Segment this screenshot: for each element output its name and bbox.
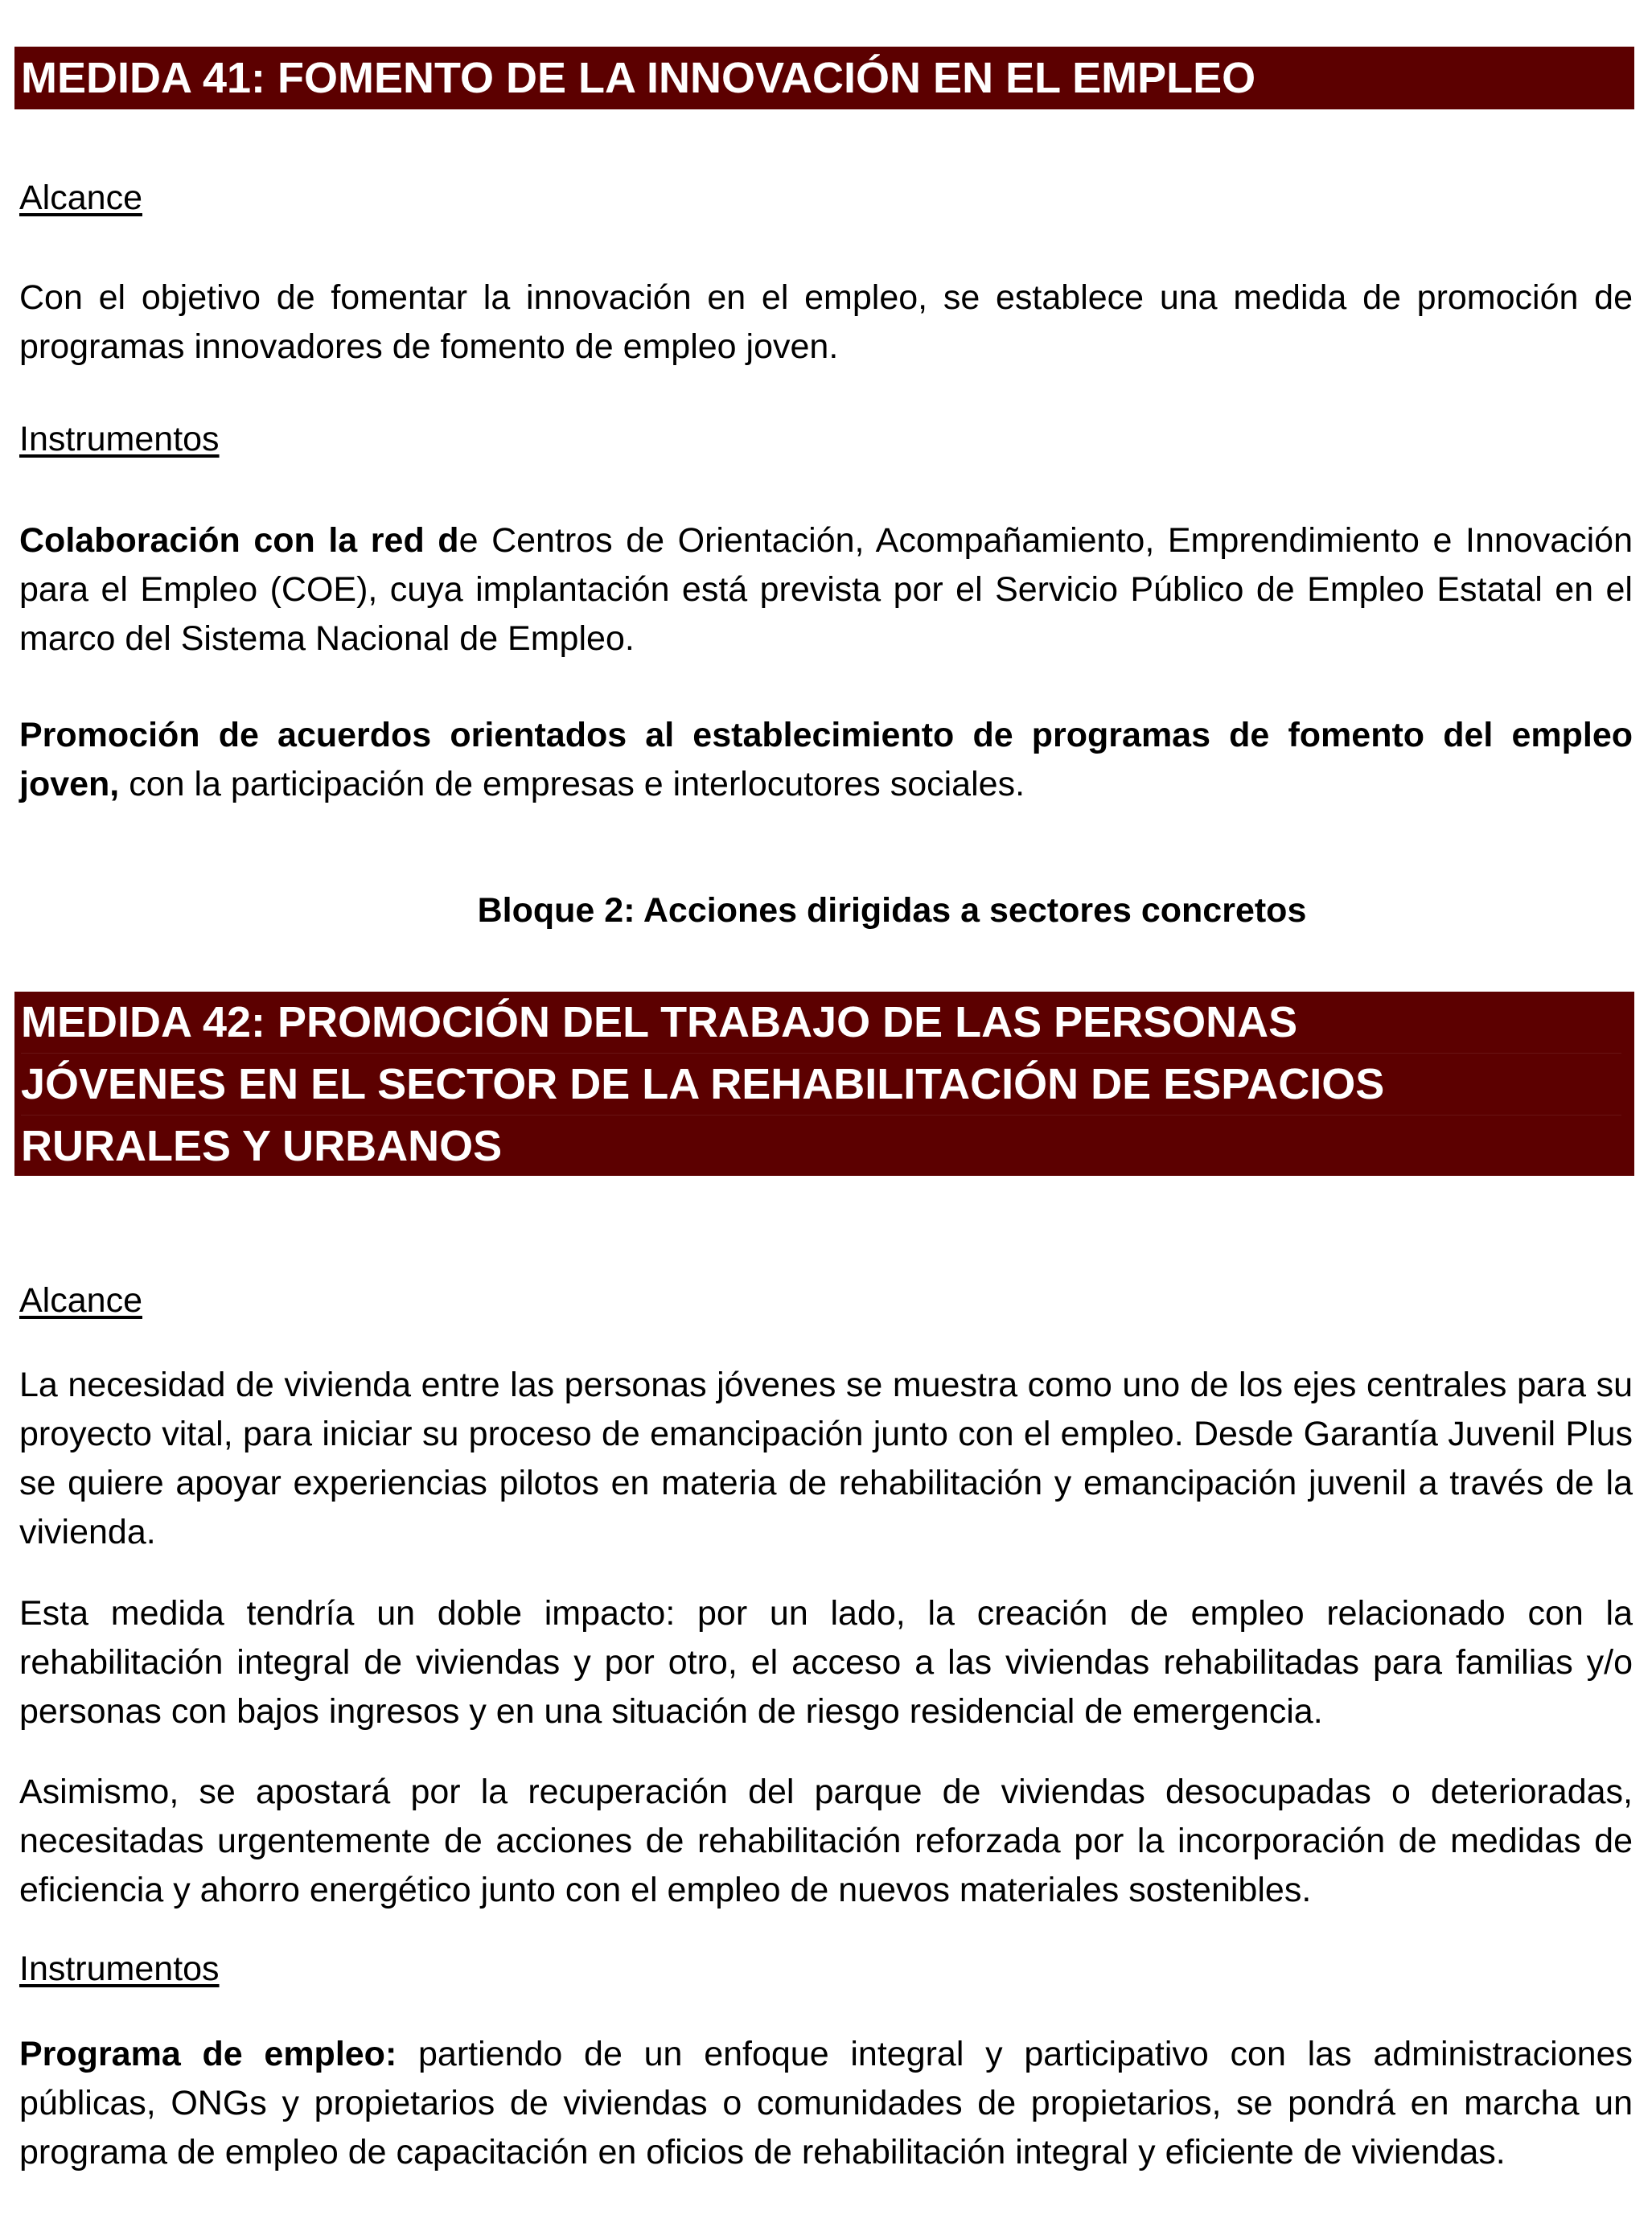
m41-instrument-2-paragraph bbox=[19, 711, 1633, 809]
measure-42-title-bar bbox=[14, 992, 1634, 1176]
m41-instrument-2-lead: Promoción de acuerdos orientados al establecimiento de programas de fomento del empleo joven, bbox=[19, 716, 1633, 803]
measure-41-title-bar bbox=[14, 47, 1634, 109]
m41-instrumentos-heading: Instrumentos bbox=[19, 420, 220, 458]
m41-instrument-1-paragraph bbox=[19, 516, 1633, 664]
measure-42-title-line-3: RURALES Y URBANOS bbox=[21, 1122, 503, 1170]
bloque-2-heading: Bloque 2: Acciones dirigidas a sectores concretos bbox=[477, 891, 1307, 930]
m41-instrument-1-text: e Centros de Orientación, Acompañamiento, Emprendimiento e Innovación para el Empleo (COE), cuya implantación está prevista por el Servicio Público de Empleo Estatal en el marco del Sistema Nacional de Empleo. bbox=[19, 521, 1634, 658]
m41-instrument-2-text: con la participación de empresas e interlocutores sociales. bbox=[119, 765, 1025, 803]
m42-instrument-1-lead: Programa de empleo: bbox=[19, 2035, 397, 2073]
m42-instrument-1-paragraph bbox=[19, 2030, 1633, 2177]
m42-instrument-1-text: partiendo de un enfoque integral y participativo con las administraciones públicas, ONGs y propietarios de viviendas o comunidades de propietarios, se pondrá en marcha un programa de empleo de capacitación en oficios de rehabilitación integral y eficiente de viviendas. bbox=[19, 2035, 1633, 2172]
measure-42-title-line-2: JÓVENES EN EL SECTOR DE LA REHABILITACIÓN DE ESPACIOS bbox=[21, 1054, 1621, 1116]
m42-alcance-heading: Alcance bbox=[19, 1281, 142, 1320]
m42-paragraph-2: Esta medida tendría un doble impacto: por un lado, la creación de empleo relacionado con la rehabilitación integral de viviendas y por otro, el acceso a las viviendas rehabilitadas para familias y/o personas con bajos ingresos y en una situación de riesgo residencial de emergencia. bbox=[19, 1594, 1633, 1731]
m42-paragraph-1: La necesidad de vivienda entre las personas jóvenes se muestra como uno de los ejes centrales para su proyecto vital, para iniciar su proceso de emancipación junto con el empleo. Desde Garantía Juvenil Plus se quiere apoyar experiencias pilotos en materia de rehabilitación y emancipación juvenil a través de la vivienda. bbox=[19, 1366, 1633, 1551]
m42-paragraph-3: Asimismo, se apostará por la recuperación del parque de viviendas desocupadas o deterioradas, necesitadas urgentemente de acciones de rehabilitación reforzada por la incorporación de medidas de eficiencia y ahorro energético junto con el empleo de nuevos materiales sostenibles. bbox=[19, 1773, 1633, 1909]
measure-41-title: MEDIDA 41: FOMENTO DE LA INNOVACIÓN EN EL EMPLEO bbox=[21, 54, 1256, 102]
m41-alcance-paragraph: Con el objetivo de fomentar la innovación en el empleo, se establece una medida de promoción de programas innovadores de fomento de empleo joven. bbox=[19, 278, 1633, 366]
m42-instrumentos-heading: Instrumentos bbox=[19, 1950, 220, 1988]
measure-42-title-line-1: MEDIDA 42: PROMOCIÓN DEL TRABAJO DE LAS PERSONAS bbox=[21, 992, 1621, 1054]
m41-alcance-heading: Alcance bbox=[19, 179, 142, 217]
m41-instrument-1-lead: Colaboración con la red d bbox=[19, 521, 459, 560]
